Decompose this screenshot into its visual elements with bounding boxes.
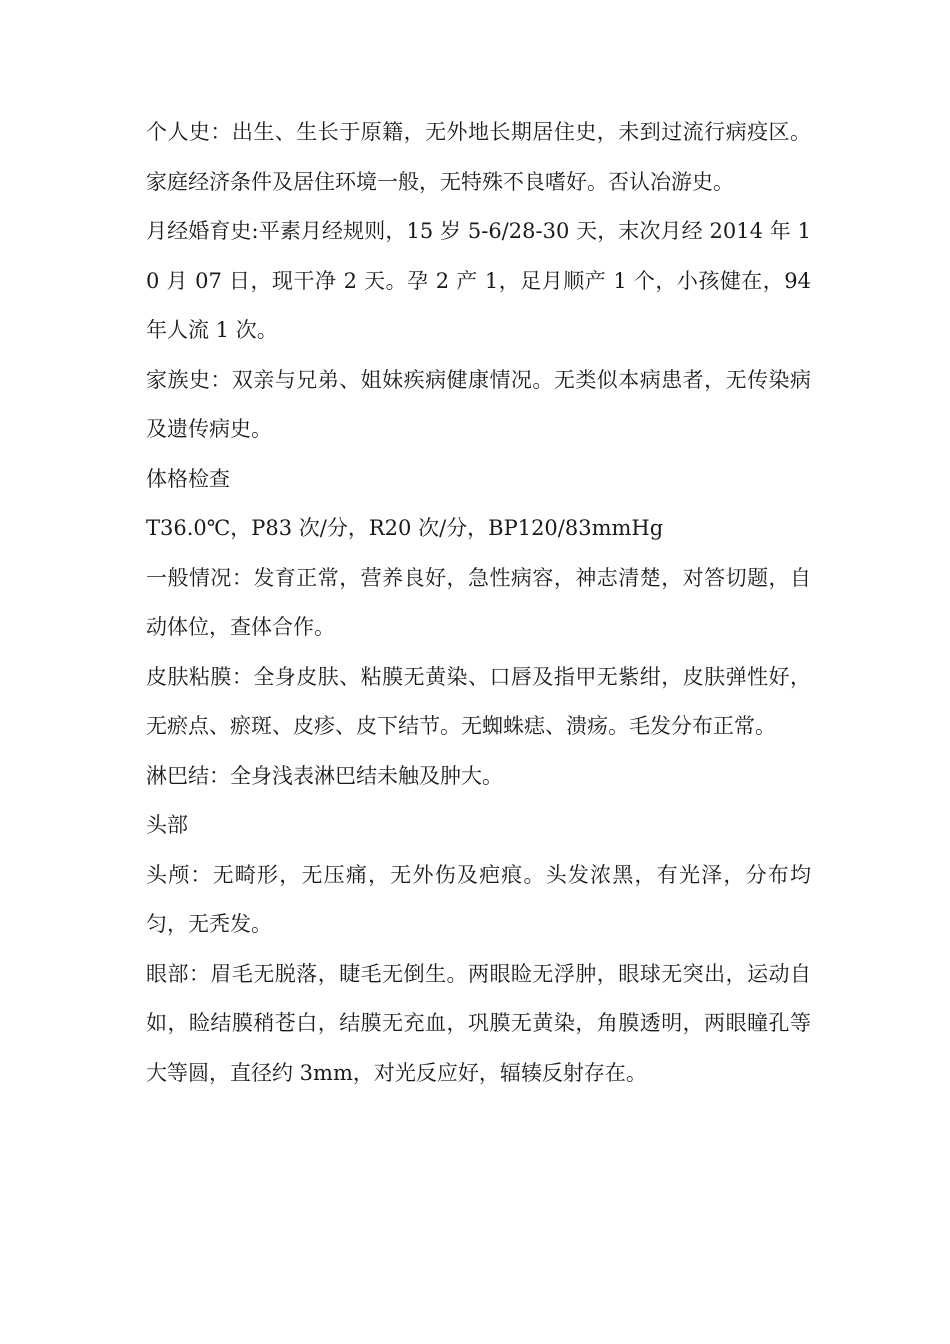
- skin-mucosa-paragraph: 皮肤粘膜：全身皮肤、粘膜无黄染、口唇及指甲无紫绀，皮肤弹性好，无瘀点、瘀斑、皮疹、皮下结节。无蜘蛛痣、溃疡。毛发分布正常。: [146, 664, 811, 738]
- lymph-nodes-paragraph: 淋巴结：全身浅表淋巴结未触及肿大。: [146, 763, 503, 788]
- general-condition-paragraph: 一般情况：发育正常，营养良好，急性病容，神志清楚，对答切题，自动体位，查体合作。: [146, 565, 811, 639]
- skull-paragraph: 头颅：无畸形，无压痛，无外伤及疤痕。头发浓黑，有光泽，分布均匀，无秃发。: [146, 862, 811, 936]
- document-page: [146, 108, 811, 1098]
- head-heading: 头部: [146, 813, 188, 837]
- family-history-paragraph: 家族史：双亲与兄弟、姐妹疾病健康情况。无类似本病患者，无传染病及遗传病史。: [146, 367, 811, 441]
- menstrual-obstetric-history-paragraph: 月经婚育史:平素月经规则，15 岁 5-6/28-30 天，末次月经 2014 年 10 月 07 日，现干净 2 天。孕 2 产 1，足月顺产 1 个，小孩健在，94 年人流 1 次。: [146, 219, 811, 342]
- eyes-paragraph: 眼部：眉毛无脱落，睫毛无倒生。两眼睑无浮肿，眼球无突出，运动自如，睑结膜稍苍白，结膜无充血，巩膜无黄染，角膜透明，两眼瞳孔等大等圆，直径约 3mm，对光反应好，辐辏反射存在。: [146, 961, 811, 1085]
- vital-signs-paragraph: T36.0℃，P83 次/分，R20 次/分，BP120/83mmHg: [146, 516, 664, 540]
- physical-exam-heading: 体格检查: [146, 466, 230, 491]
- personal-history-paragraph: 个人史：出生、生长于原籍，无外地长期居住史，未到过流行病疫区。家庭经济条件及居住环境一般，无特殊不良嗜好。否认冶游史。: [146, 120, 811, 194]
